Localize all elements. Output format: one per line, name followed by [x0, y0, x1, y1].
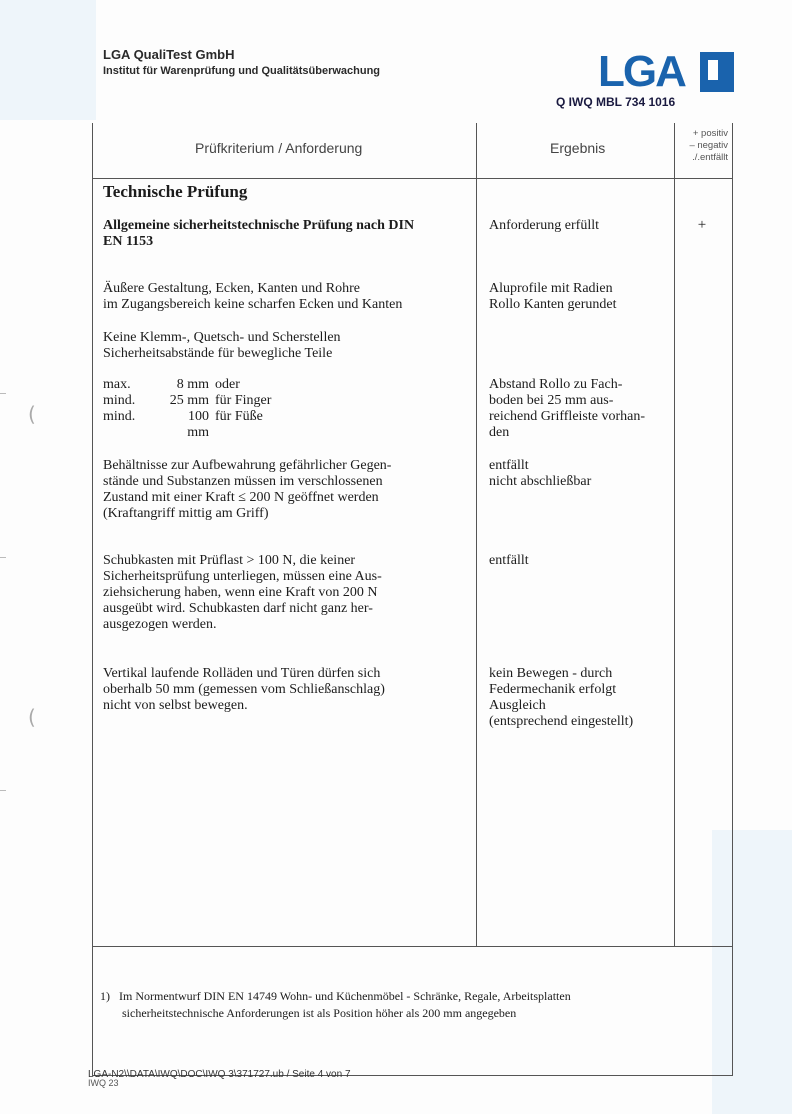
fold-tick-mark — [0, 393, 6, 394]
table-footnote-divider — [92, 946, 733, 947]
company-name: LGA QualiTest GmbH — [103, 47, 235, 62]
scan-punch-hole-mark: ( — [28, 402, 36, 426]
column-header-result: Ergebnis — [550, 140, 606, 156]
result-safety-distances: Abstand Rollo zu Fach- boden bei 25 mm aus- reichend Griffleiste vorhan- den — [489, 377, 646, 440]
fold-tick-mark — [0, 790, 6, 791]
table-col-divider-1 — [476, 123, 477, 946]
result-drawers: entfällt — [489, 553, 529, 568]
table-right-border — [732, 123, 733, 1075]
institute-name: Institut für Warenprüfung und Qualitätsüberwachung — [103, 65, 381, 77]
footer-file-path: LGA-N2\\DATA\IWQ\DOC\IWQ 3\371727.ub / Seite 4 von 7 — [88, 1069, 351, 1080]
result-roller-shutters: kein Bewegen - durch Federmechanik erfolgt Ausgleich (entsprechend eingestellt) — [489, 666, 634, 729]
fold-tick-mark — [0, 557, 6, 558]
column-header-criteria: Prüfkriterium / Anforderung — [195, 140, 363, 156]
lga-logo-text: LGA — [598, 47, 685, 96]
section-title: Technische Prüfung — [103, 182, 248, 201]
result-general-safety: Anforderung erfüllt — [489, 218, 600, 233]
requirement-containers: Behältnisse zur Aufbewahrung gefährlicher Gegen- stände und Substanzen müssen im verschlossenen Zustand mit einer Kraft ≤ 200 N geöffnet werden (Kraftangriff mittig am Griff) — [103, 458, 392, 521]
scan-punch-hole-mark: ( — [28, 705, 36, 729]
scan-shading-bottom-right — [712, 830, 792, 1114]
table-col-divider-2 — [674, 123, 675, 946]
document-code: Q IWQ MBL 734 1016 — [556, 95, 676, 109]
scan-shading-top-left — [0, 0, 96, 120]
footnote: 1) Im Normentwurf DIN EN 14749 Wohn- und Küchenmöbel - Schränke, Regale, Arbeitsplatten sicherheitstechnische Anforderungen ist als Position höher als 200 mm angegeben — [100, 989, 571, 1020]
requirement-general-safety: Allgemeine sicherheitstechnische Prüfung nach DIN EN 1153 — [103, 218, 415, 249]
result-containers: entfällt nicht abschließbar — [489, 458, 592, 489]
table-header-divider — [92, 178, 733, 179]
footer-form-id: IWQ 23 — [88, 1078, 119, 1088]
requirement-safety-distances: max. 8 mm oder mind. 25 mm für Finger mind. 100 mm für Füße — [103, 377, 272, 440]
lga-logo-icon — [700, 52, 734, 92]
requirement-pinch-points: Keine Klemm-, Quetsch- und Scherstellen Sicherheitsabstände für bewegliche Teile — [103, 330, 341, 361]
result-edges: Aluprofile mit Radien Rollo Kanten gerundet — [489, 281, 617, 312]
requirement-roller-shutters: Vertikal laufende Rolläden und Türen dürfen sich oberhalb 50 mm (gemessen vom Schließanschlag) nicht von selbst bewegen. — [103, 666, 385, 713]
result-mark-positive: + — [697, 217, 707, 233]
requirement-drawers: Schubkasten mit Prüflast > 100 N, die keiner Sicherheitsprüfung unterliegen, müssen eine Aus- ziehsicherung haben, wenn eine Kraft von 200 N ausgeübt wird. Schubkasten darf nicht ganz her- ausgezogen werden. — [103, 553, 382, 632]
table-left-border — [92, 123, 93, 1075]
result-legend: + positiv – negativ ./.entfällt — [689, 128, 728, 163]
requirement-edges: Äußere Gestaltung, Ecken, Kanten und Rohre im Zugangsbereich keine scharfen Ecken und Kanten — [103, 281, 403, 312]
